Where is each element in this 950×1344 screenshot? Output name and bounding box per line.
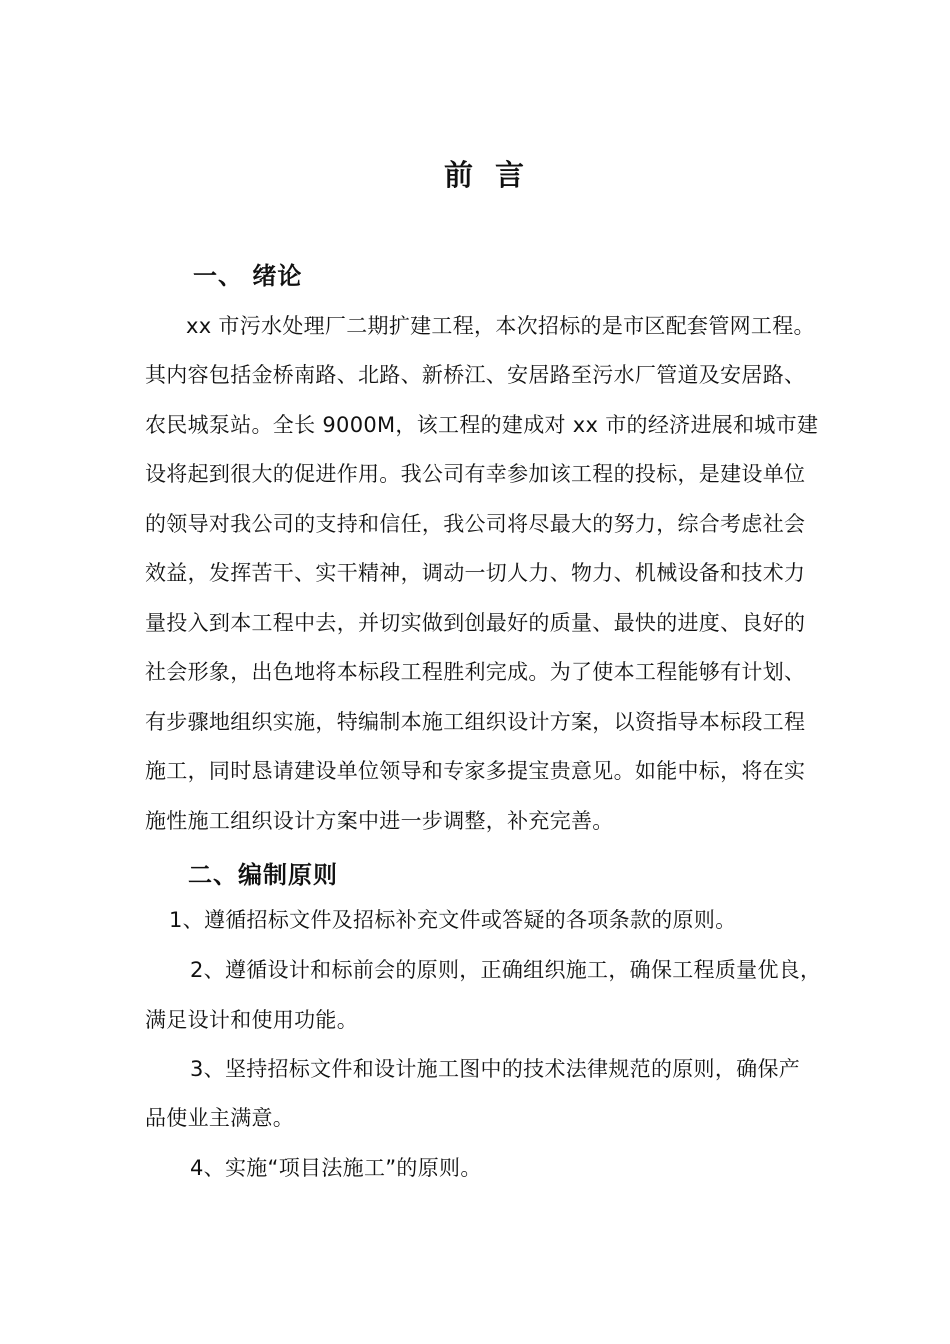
principle-item-3-line-2: 品使业主满意。 <box>145 1106 295 1130</box>
principle-item-3-line-1: 3、坚持招标文件和设计施工图中的技术法律规范的原则，确保产 <box>190 1057 801 1081</box>
page-title: 前言 <box>443 158 546 192</box>
paragraph-line: 其内容包括金桥南路、北路、新桥江、安居路至污水厂管道及安居路、 <box>145 363 806 387</box>
paragraph-line: 的领导对我公司的支持和信任，我公司将尽最大的努力，综合考虑社会 <box>145 512 806 536</box>
principle-item-2-line-2: 满足设计和使用功能。 <box>145 1008 358 1032</box>
section-heading-principles: 二、编制原则 <box>188 861 338 889</box>
paragraph-line: 社会形象，出色地将本标段工程胜利完成。为了使本工程能够有计划、 <box>145 660 806 684</box>
paragraph-line: 施工，同时恳请建设单位领导和专家多提宝贵意见。如能中标，将在实 <box>145 759 806 783</box>
paragraph-line: xx 市污水处理厂二期扩建工程，本次招标的是市区配套管网工程。 <box>186 314 815 338</box>
paragraph-line: 有步骤地组织实施，特编制本施工组织设计方案，以资指导本标段工程 <box>145 710 806 734</box>
paragraph-line: 量投入到本工程中去，并切实做到创最好的质量、最快的进度、良好的 <box>145 611 806 635</box>
paragraph-line: 农民城泵站。全长 9000M，该工程的建成对 xx 市的经济进展和城市建 <box>145 413 819 437</box>
principle-item-2-line-1: 2、遵循设计和标前会的原则，正确组织施工，确保工程质量优良， <box>190 958 822 982</box>
section-heading-introduction: 一、 绪论 <box>193 262 303 290</box>
paragraph-line: 施性施工组织设计方案中进一步调整，补充完善。 <box>145 809 614 833</box>
paragraph-line: 设将起到很大的促进作用。我公司有幸参加该工程的投标，是建设单位 <box>145 462 806 486</box>
principle-item-1: 1、遵循招标文件及招标补充文件或答疑的各项条款的原则。 <box>169 908 737 932</box>
paragraph-line: 效益，发挥苦干、实干精神，调动一切人力、物力、机械设备和技术力 <box>145 561 806 585</box>
principle-item-4: 4、实施“项目法施工”的原则。 <box>190 1156 482 1180</box>
